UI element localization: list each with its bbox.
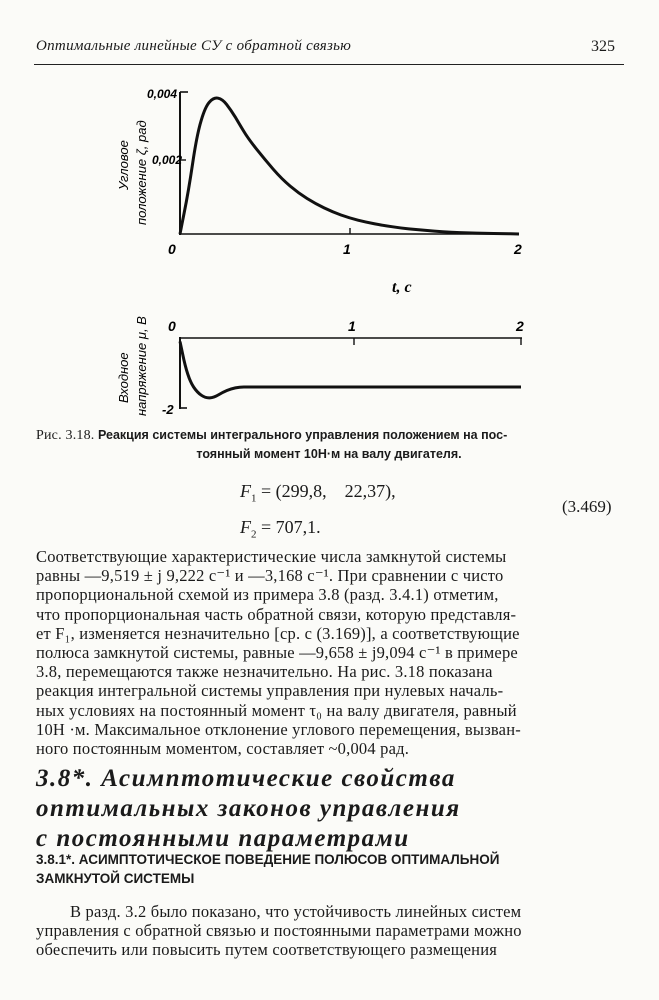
subsection-title (36, 850, 626, 888)
angle-x-tick-label-1: 1 (343, 241, 351, 257)
equation-f1 (240, 481, 396, 505)
chart-angle (116, 87, 522, 296)
paragraph-2-line: В разд. 3.2 было показано, что устойчивость линейных систем (70, 902, 522, 921)
equation-f2-value: = 707,1. (261, 517, 321, 537)
equation-f2 (240, 517, 321, 541)
running-title: Оптимальные линейные СУ с обратной связью (36, 38, 352, 54)
caption-label: Рис. 3.18. (36, 428, 95, 443)
angle-y-label-line2: положение ζ, рад (134, 120, 149, 225)
paragraph-1-line: реакция интегральной системы управления при нулевых началь- (36, 681, 504, 701)
paragraph-1-line: 3.8, перемещаются также незначительно. На рис. 3.18 показана (36, 662, 493, 682)
page-number: 325 (591, 38, 615, 55)
section-title-line: оптимальных законов управления (36, 795, 461, 822)
paragraph-1-line: полюса замкнутой системы, равные —9,658 ± j9,094 с⁻¹ в примере (36, 643, 518, 663)
paragraph-1-line: пропорциональной схемой из примера 3.8 (разд. 3.4.1) отметим, (36, 585, 499, 605)
voltage-x-tick-label-1: 1 (348, 318, 356, 334)
voltage-y-tick-label-min: -2 (162, 402, 174, 417)
equation-f1-subscript: 1 (251, 492, 257, 505)
paragraph-1-line: ных условиях на постоянный момент τ₀ на валу двигателя, равный (36, 700, 517, 720)
angle-x-tick-label-0: 0 (168, 241, 176, 257)
paragraph-1-line: 10Н ·м. Максимальное отклонение углового перемещения, вызван- (36, 719, 521, 739)
equation-number: (3.469) (562, 497, 612, 516)
section-title-line: 3.8*. Асимптотические свойства (36, 765, 456, 792)
angle-curve (180, 98, 519, 234)
angle-x-label: t, с (392, 279, 412, 296)
voltage-y-label-line1: Входное (116, 352, 131, 403)
subsection-title-line: 3.8.1*. АСИМПТОТИЧЕСКОЕ ПОВЕДЕНИЕ ПОЛЮСОВ ОПТИМАЛЬНОЙ (36, 852, 500, 867)
equation-f2-subscript: 2 (251, 528, 257, 541)
angle-y-label-line1: Угловое (116, 140, 131, 190)
figure-caption (36, 426, 622, 463)
equation-f1-value: = (299,8, 22,37), (261, 481, 396, 501)
paragraph-1-line: Соответствующие характеристические числа замкнутой системы (36, 547, 507, 566)
section-title (36, 764, 626, 854)
paragraph-1-line: ет F₁, изменяется незначительно [ср. с (3.169)], а соответствующие (36, 623, 520, 643)
angle-x-tick-label-2: 2 (514, 241, 522, 257)
caption-text-line1: Реакция системы интегрального управления положением на пос- (98, 428, 508, 442)
paragraph-2 (36, 902, 616, 960)
paragraph-1 (36, 547, 616, 758)
equation-f2-symbol: F (240, 517, 251, 537)
voltage-x-tick-label-0: 0 (168, 318, 176, 334)
subsection-title-line: ЗАМКНУТОЙ СИСТЕМЫ (36, 871, 195, 886)
paragraph-2-line: управления с обратной связью и постоянными параметрами можно (36, 921, 522, 941)
paragraph-1-line: что пропорциональная часть обратной связи, которую представля- (36, 604, 517, 624)
caption-text-line2: тоянный момент 10Н·м на валу двигателя. (196, 447, 462, 461)
paragraph-1-line: ного постоянным моментом, составляет ~0,004 рад. (36, 739, 410, 759)
paragraph-2-line: обеспечить или повысить путем соответствующего размещения (36, 940, 498, 960)
chart-voltage (116, 316, 524, 417)
voltage-x-tick-label-2: 2 (516, 318, 524, 334)
voltage-curve (180, 342, 521, 398)
paragraph-1-line: равны —9,519 ± j 9,222 с⁻¹ и —3,168 с⁻¹. При сравнении с чисто (36, 566, 504, 586)
figure-3-18 (0, 0, 659, 425)
angle-y-tick-label-1: 0,002 (152, 153, 183, 167)
section-title-line: с постоянными параметрами (36, 825, 410, 852)
angle-y-tick-label-2: 0,004 (147, 87, 178, 101)
voltage-y-label-line2: напряжение μ, В (134, 316, 149, 416)
equation-f1-symbol: F (240, 481, 251, 501)
